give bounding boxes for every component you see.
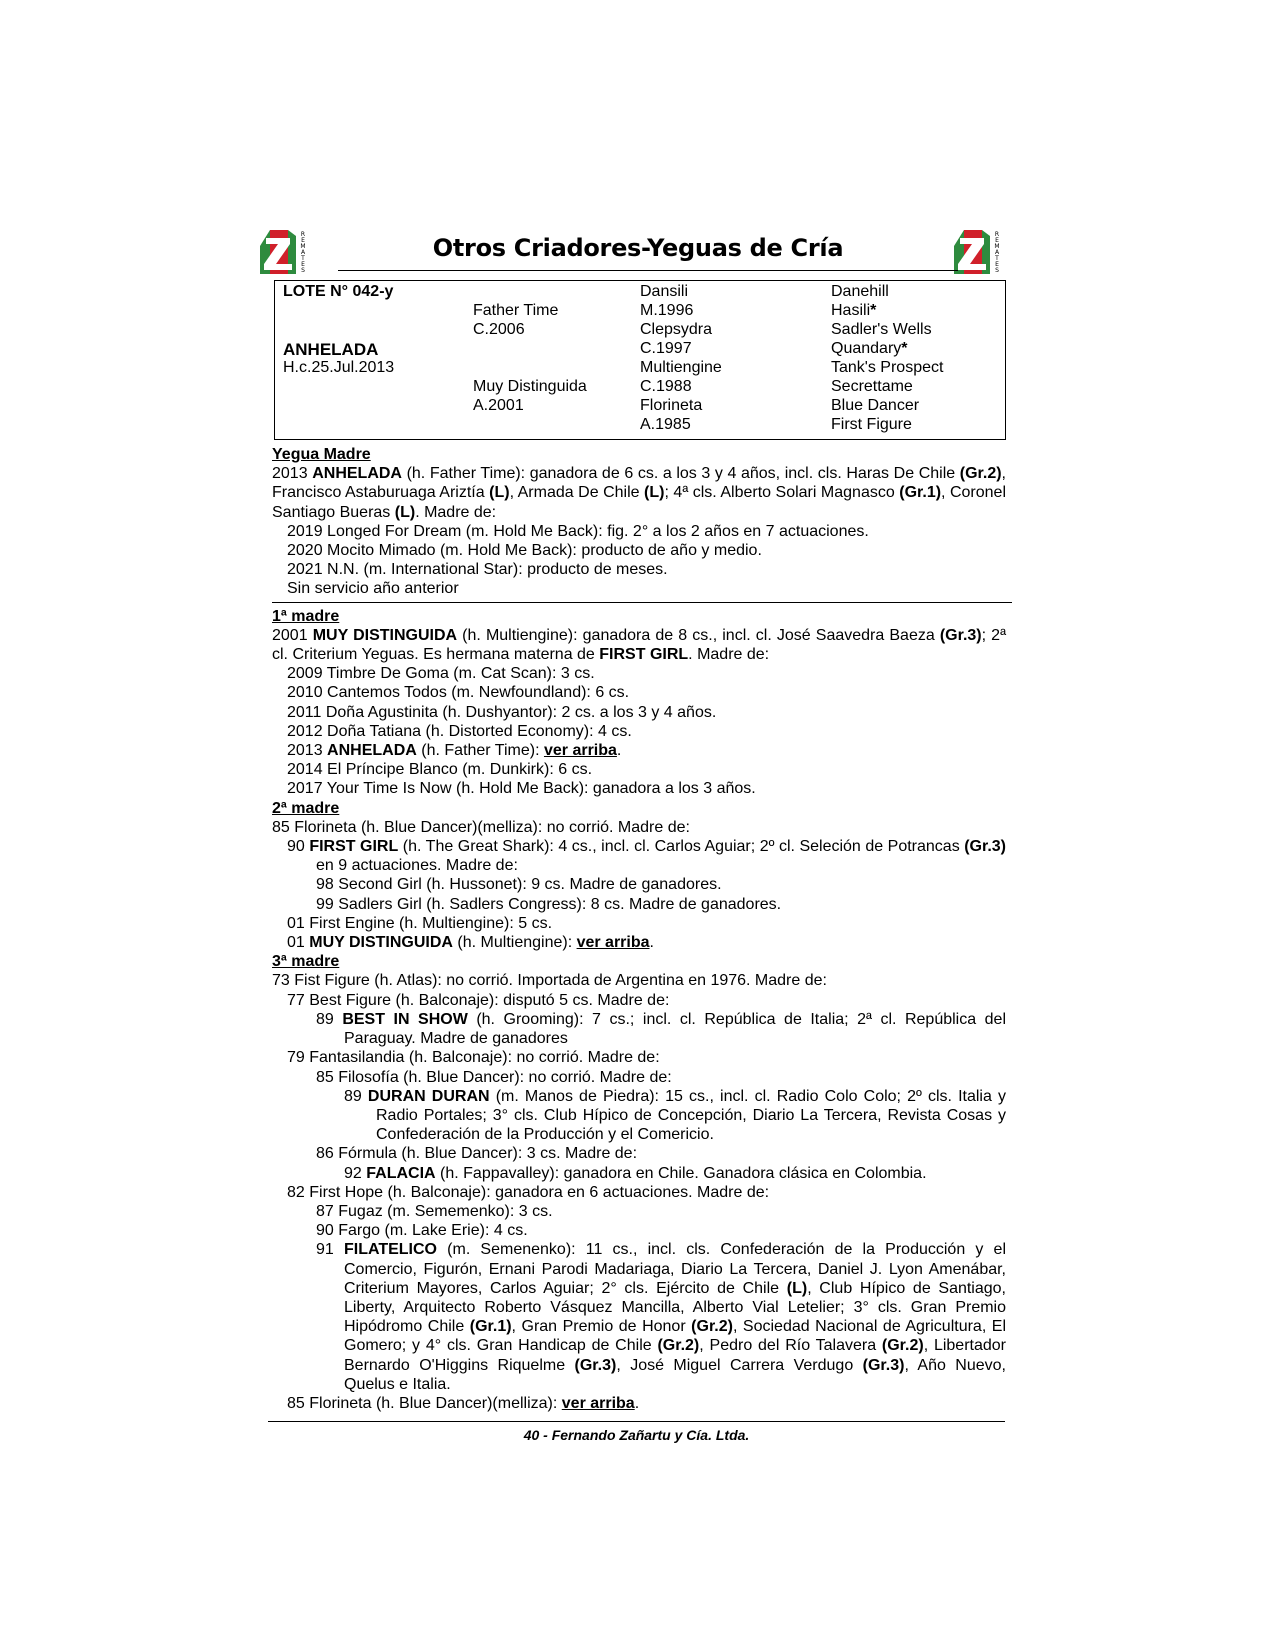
svg-text:M: M	[300, 243, 306, 250]
list-item: 77 Best Figure (h. Balconaje): disputó 5 cs. Madre de:	[287, 991, 670, 1009]
pedigree-g4-7: Blue Dancer	[831, 397, 920, 414]
svg-text:S: S	[301, 267, 305, 274]
list-item: 2013 ANHELADA (h. Father Time): ver arriba.	[287, 742, 622, 760]
sire-info: C.2006	[473, 321, 525, 338]
svg-text:E: E	[995, 237, 999, 244]
pedigree-g4-5: Tank's Prospect	[831, 359, 944, 376]
list-item: 2021 N.N. (m. International Star): producto de meses.	[287, 561, 668, 579]
pedigree-granddam-sire-info: C.1997	[640, 340, 692, 357]
list-item: 2010 Cantemos Todos (m. Newfoundland): 6 cs.	[287, 684, 630, 702]
pedigree-g4-1: Danehill	[831, 283, 889, 300]
list-item: 2020 Mocito Mimado (m. Hold Me Back): producto de año y medio.	[287, 542, 762, 560]
list-item: 87 Fugaz (m. Sememenko): 3 cs.	[316, 1202, 553, 1220]
page-footer: 40 - Fernando Zañartu y Cía. Ltda.	[523, 1427, 750, 1443]
pedigree-g4-8: First Figure	[831, 416, 912, 433]
pedigree-g4-3: Sadler's Wells	[831, 321, 932, 338]
svg-text:R: R	[300, 231, 306, 238]
pedigree-granddam: Florineta	[640, 397, 703, 414]
zr-logo-left	[258, 228, 310, 276]
list-item: 2017 Your Time Is Now (h. Hold Me Back): ganadora a los 3 años.	[287, 780, 756, 798]
svg-text:E: E	[301, 261, 305, 268]
section-heading-yegua-madre: Yegua Madre	[272, 446, 371, 463]
list-item: 01 MUY DISTINGUIDA (h. Multiengine): ver arriba.	[287, 934, 654, 952]
horse-name: ANHELADA	[283, 340, 379, 359]
list-item: 2014 El Príncipe Blanco (m. Dunkirk): 6 cs.	[287, 761, 593, 779]
section-heading-primera-madre: 1ª madre	[272, 607, 340, 625]
svg-text:E: E	[995, 261, 999, 268]
section-heading-tercera-madre: 3ª madre	[272, 953, 340, 971]
horse-info: H.c.25.Jul.2013	[283, 359, 395, 376]
list-item: 2019 Longed For Dream (m. Hold Me Back): fig. 2° a los 2 años en 7 actuaciones.	[287, 522, 869, 540]
svg-text:M: M	[994, 243, 1000, 250]
svg-text:A: A	[300, 249, 306, 256]
section-divider	[272, 602, 1012, 603]
pedigree-grandsire-dam-info: C.1988	[640, 378, 692, 395]
page-title: Otros Criadores-Yeguas de Cría	[432, 234, 844, 262]
list-item: 2011 Doña Agustinita (h. Dushyantor): 2 cs. a los 3 y 4 años.	[287, 703, 717, 721]
svg-text:A: A	[994, 249, 1000, 256]
header-divider	[338, 270, 958, 271]
list-item: 85 Filosofía (h. Blue Dancer): no corrió. Madre de:	[316, 1068, 672, 1086]
section-heading-segunda-madre: 2ª madre	[272, 799, 340, 817]
svg-text:E: E	[301, 237, 305, 244]
footer-divider	[268, 1421, 1005, 1422]
list-item: Sin servicio año anterior	[287, 580, 459, 598]
pedigree-g4-2: Hasili*	[831, 302, 877, 319]
pedigree-grandsire-dam: Multiengine	[640, 359, 722, 376]
svg-text:T: T	[301, 255, 305, 262]
family-content	[272, 445, 1006, 1413]
third-dam-record: 73 Fist Figure (h. Atlas): no corrió. Importada de Argentina en 1976. Madre de:	[272, 972, 827, 990]
list-item: 79 Fantasilandia (h. Balconaje): no corrió. Madre de:	[287, 1049, 660, 1067]
granddam-record: 85 Florineta (h. Blue Dancer)(melliza): no corrió. Madre de:	[272, 818, 690, 836]
svg-text:R: R	[994, 231, 1000, 238]
svg-text:T: T	[995, 255, 999, 262]
pedigree-g4-4: Quandary*	[831, 340, 908, 357]
svg-text:S: S	[995, 267, 999, 274]
list-item: 2012 Doña Tatiana (h. Distorted Economy): 4 cs.	[287, 722, 632, 740]
sire-name: Father Time	[473, 302, 559, 319]
list-item: 90 FIRST GIRL (h. The Great Shark): 4 cs., incl. cl. Carlos Aguiar; 2º cl. Seleción de Potrancas (Gr.3) en 9 actuaciones. Madre de:	[287, 838, 1006, 875]
list-item: 86 Fórmula (h. Blue Dancer): 3 cs. Madre de:	[316, 1145, 638, 1163]
list-item: 89 DURAN DURAN (m. Manos de Piedra): 15 cs., incl. cl. Radio Colo Colo; 2º cls. Italia y Radio Portales; 3° cls. Club Hípico de Concepción, Diario La Tercera, Revista Cosas y Confederación de la Producción y el Comericio.	[344, 1087, 1006, 1144]
dam-record: 2001 MUY DISTINGUIDA (h. Multiengine): ganadora de 8 cs., incl. cl. José Saavedra Baeza (Gr.3); 2ª cl. Criterium Yeguas. Es hermana materna de FIRST GIRL. Madre de:	[272, 626, 1007, 664]
list-item: 98 Second Girl (h. Hussonet): 9 cs. Madre de ganadores.	[316, 876, 722, 894]
list-item: 99 Sadlers Girl (h. Sadlers Congress): 8 cs. Madre de ganadores.	[316, 895, 782, 913]
pedigree-table	[274, 280, 1006, 440]
dam-info: A.2001	[473, 397, 524, 414]
list-item: 01 First Engine (h. Multiengine): 5 cs.	[287, 914, 553, 932]
zr-logo-right	[952, 228, 1004, 276]
list-item: 89 BEST IN SHOW (h. Grooming): 7 cs.; incl. cl. República de Italia; 2ª cl. República del Paraguay. Madre de ganadores	[316, 1010, 1007, 1048]
list-item: 92 FALACIA (h. Fappavalley): ganadora en Chile. Ganadora clásica en Colombia.	[344, 1164, 927, 1182]
pedigree-granddam-info: A.1985	[640, 416, 691, 433]
list-item: 90 Fargo (m. Lake Erie): 4 cs.	[316, 1222, 528, 1240]
pedigree-grandsire-info: M.1996	[640, 302, 694, 319]
pedigree-g4-6: Secrettame	[831, 378, 913, 395]
list-item: 82 First Hope (h. Balconaje): ganadora en 6 actuaciones. Madre de:	[287, 1183, 770, 1201]
pedigree-grandsire: Dansili	[640, 283, 689, 300]
lot-number: LOTE N° 042-y	[283, 283, 394, 300]
dam-name: Muy Distinguida	[473, 378, 587, 395]
list-item: 91 FILATELICO (m. Semenenko): 11 cs., incl. cls. Confederación de la Producción y el Comercio, Figurón, Ernani Parodi Madariaga, Diario La Tercera, Daniel J. Lyon Amenábar, Criterium Mayores, Carlos Aguiar; 2° cls. Ejército de Chile (L), Club Hípico de Santiago, Liberty, Arquitecto Roberto Vásquez Mancilla, Alberto Vial Letelier; 3° cls. Gran Premio Hipódromo Chile (Gr.1), Gran Premio de Honor (Gr.2), Sociedad Nacional de Agricultura, El Gomero; y 4° cls. Gran Handicap de Chile (Gr.2), Pedro del Río Talavera (Gr.2), Libertador Bernardo O'Higgins Riquelme (Gr.3), José Miguel Carrera Verdugo (Gr.3), Año Nuevo, Quelus e Italia.	[316, 1241, 1007, 1393]
list-item: 2009 Timbre De Goma (m. Cat Scan): 3 cs.	[287, 665, 595, 683]
list-item: 85 Florineta (h. Blue Dancer)(melliza): ver arriba.	[287, 1394, 640, 1412]
pedigree-granddam-sire: Clepsydra	[640, 321, 713, 338]
mare-record: 2013 ANHELADA (h. Father Time): ganadora de 6 cs. a los 3 y 4 años, incl. cls. Haras De Chile (Gr.2), Francisco Astaburuaga Ariztía (L), Armada De Chile (L); 4ª cls. Alberto Solari Magnasco (Gr.1), Coronel Santiago Bueras (L). Madre de:	[272, 465, 1007, 521]
